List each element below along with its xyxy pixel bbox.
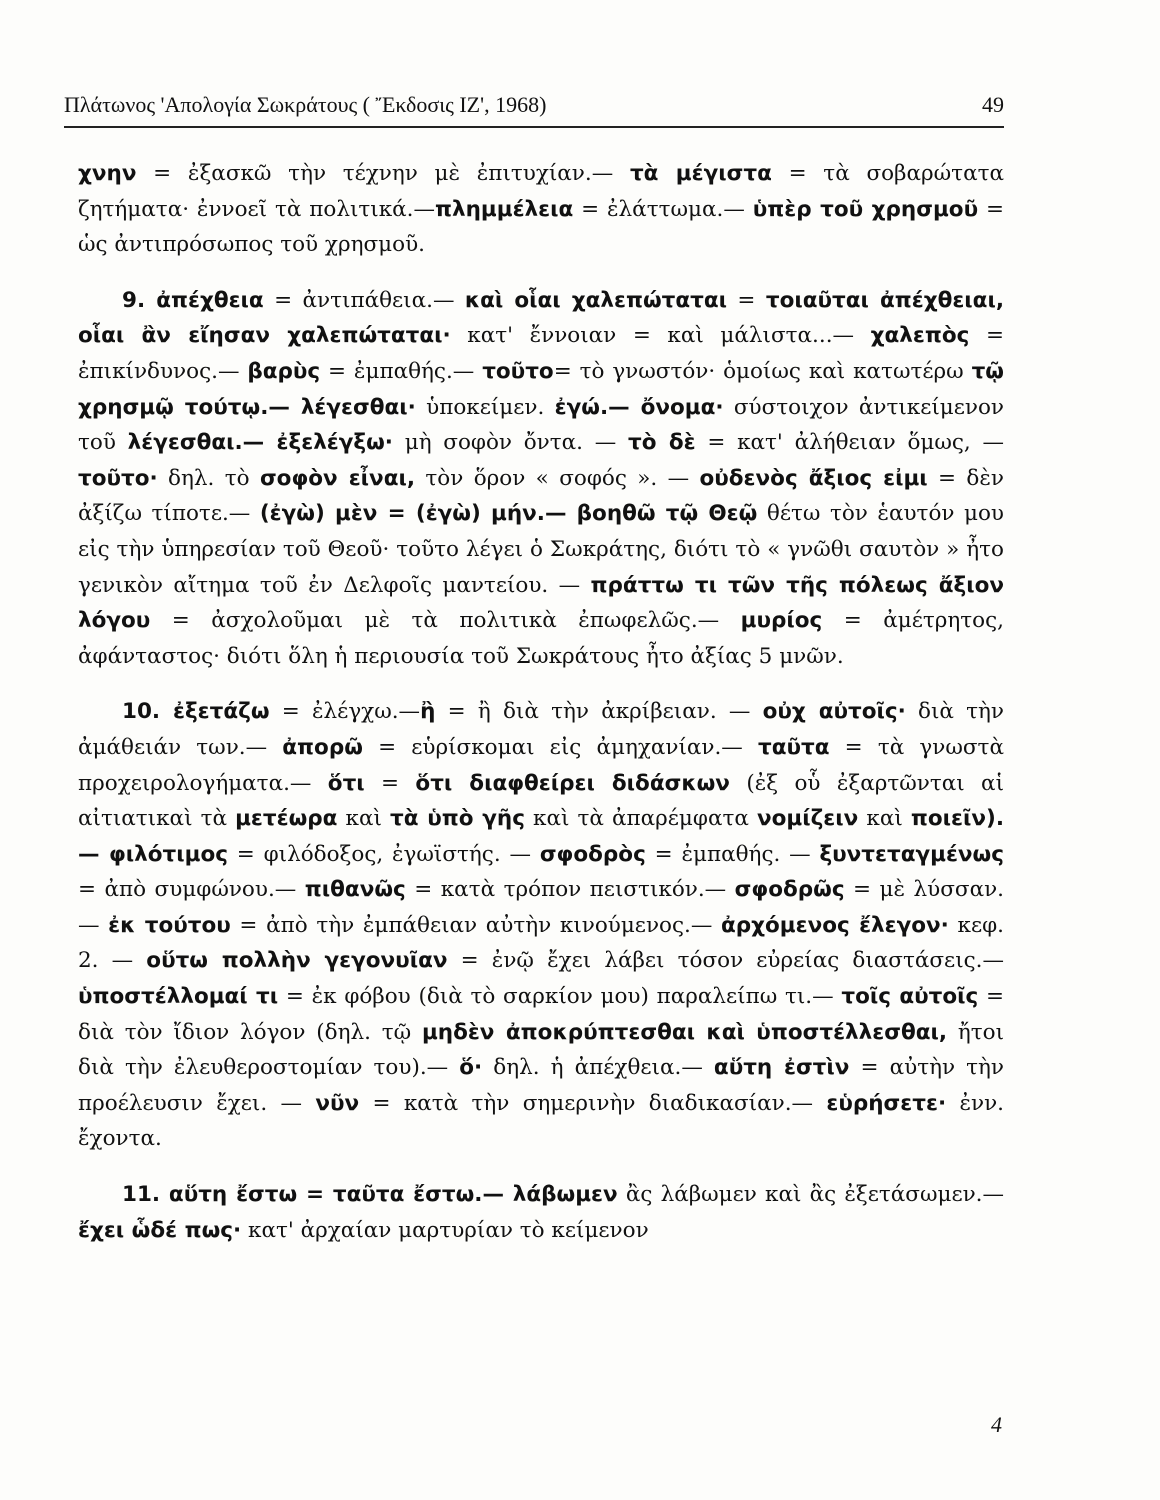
lemma-term: τὸ δὲ [627,430,696,456]
paragraph [78,1177,1004,1248]
lemma-term: ξυντεταγμένως [819,841,1004,867]
gloss-text: δηλ. ἡ ἀπέχθεια.— [482,1055,714,1081]
lemma-term: ἐκ τούτου [108,912,231,938]
gloss-text: = τὸ γνωστόν· ὁμοίως καὶ κατωτέρω [553,358,972,384]
lemma-term: οὐδενὸς ἄξιος εἰμι [699,465,928,491]
lemma-term: ἐγώ.— ὄνομα· [554,394,724,420]
gloss-text: καὶ [858,806,911,832]
signature-mark: 4 [991,1412,1002,1437]
gloss-text: = ἢ διὰ τὴν ἀκρίβειαν. — [435,699,763,725]
gloss-text: = ἀσχολοῦμαι μὲ τὰ πολιτικὰ ἐπωφελῶς.— [150,608,741,634]
lemma-term: ἀρχόμενος ἔλεγον· [721,912,949,938]
page-body [78,156,1004,1248]
gloss-text: = [727,287,766,313]
gloss-text: ὑποκείμεν. [415,394,555,420]
gloss-text: = κατὰ τὴν σημερινὴν διαδικασίαν.— [359,1090,827,1116]
lemma-term: ἔχει ὧδέ πως· [78,1217,242,1243]
gloss-text: = δὲν ἀξίζω τίποτε.— [78,465,1004,527]
lemma-term: ἢ [420,699,436,725]
lemma-term: πλημμέλεια [435,196,574,222]
gloss-text: = αὐτὴν τὴν προέλευσιν ἔχει. — [78,1055,1004,1116]
gloss-text: = ἐμπαθής.— [320,358,483,384]
lemma-term: ὑποστέλλομαί τι [78,984,279,1010]
lemma-term: ἀπέχθεια [156,287,264,313]
gloss-text: ἐνν. ἔχοντα. [78,1090,1004,1152]
gloss-text: = ἐλέγχω.— [269,699,421,725]
lemma-term: χνην [78,161,137,186]
gloss-text: τὸν ὅρον « σοφός ». — [415,465,700,491]
gloss-text: (ἐξ οὗ ἐξαρτῶνται αἱ αἰτιατικαὶ τὰ [78,770,1005,832]
lemma-term: ἀπορῶ [282,734,363,760]
lemma-term: καὶ οἷαι χαλεπώταται [464,287,728,313]
page-number: 49 [982,92,1004,117]
gloss-text: = ἐλάττωμα.— [573,196,753,222]
lemma-term: εὑρήσετε· [826,1090,947,1116]
lemma-term: μυρίος [740,608,823,634]
lemma-term: νῦν [315,1090,360,1116]
paragraph-number: 11. [122,1182,169,1208]
paragraph-number: 9. [122,287,157,313]
gloss-text: = εὑρίσκομαι εἰς ἀμηχανίαν.— [362,734,758,760]
lemma-term: σοφὸν εἶναι, [259,465,416,491]
lemma-term: μετέωρα [235,806,338,832]
lemma-term: τῷ χρησμῷ τούτῳ.— λέγεσθαι· [78,358,1004,420]
lemma-term: νομίζειν [756,806,859,832]
gloss-text: κεφ. 2. — [78,912,1004,974]
lemma-term: οὐχ αὐτοῖς· [762,699,906,725]
gloss-text: = ἐπικίνδυνος.— [78,323,1004,384]
gloss-text: δηλ. τὸ [157,465,260,491]
lemma-term: τὰ ὑπὸ γῆς [389,806,525,832]
gloss-text: = διὰ τὸν ἴδιον λόγον (δηλ. τῷ [78,984,1004,1045]
gloss-text: σύστοιχον ἀντικείμενον τοῦ [78,394,1004,456]
lemma-term: τοῖς αὐτοῖς [841,984,979,1010]
gloss-text: = ὡς ἀντιπρόσωπος τοῦ χρησμοῦ. [78,196,1004,258]
lemma-term: ὅτι διαφθείρει διδάσκων [415,770,730,796]
gloss-text: ἂς λάβωμεν καὶ ἂς ἐξετάσωμεν.— [617,1182,1004,1208]
lemma-term: πιθανῶς [304,877,406,903]
paragraph-number: 10. [122,699,173,725]
gloss-text: καὶ [337,806,390,832]
lemma-term: τοῦτο [482,358,554,384]
paragraph [78,283,1004,675]
lemma-term: (ἐγὼ) μὲν = (ἐγὼ) μήν.— βοηθῶ τῷ Θεῷ [259,501,758,527]
lemma-term: ὑπὲρ τοῦ χρησμοῦ [752,196,979,222]
gloss-text: = ἐνῷ ἔχει λάβει τόσον εὐρείας διαστάσεις.— [447,948,1004,974]
gloss-text: = ἐξασκῶ τὴν τέχνην μὲ ἐπιτυχίαν.— [136,161,630,186]
lemma-term: πράττω τι τῶν τῆς πόλεως ἄξιον λόγου [78,572,1004,634]
lemma-term: τοῦτο· [78,465,158,491]
lemma-term: αὕτη ἔστω = ταῦτα ἔστω.— λάβωμεν [168,1182,618,1208]
gloss-text: = ἐμπαθής. — [645,841,820,867]
gloss-text: = κατ' ἀλήθειαν ὅμως, — [695,430,1004,456]
lemma-term: ποιεῖν).— φιλότιμος [78,806,1004,867]
gloss-text: = μὲ λύσσαν.— [78,877,1004,938]
lemma-term: ταῦτα [757,734,830,760]
gloss-text: = κατὰ τρόπον πειστικόν.— [405,877,735,903]
gloss-text: διὰ τὴν ἀμάθειάν των.— [78,699,1004,760]
lemma-term: σφοδρῶς [734,877,845,903]
lemma-term: ὅτι [327,770,365,796]
paragraph [78,156,1004,263]
header-title: Πλάτωνος 'Απολογία Σωκράτους ( Ἔκδοσις ΙΖ', 1968) [64,92,547,117]
lemma-term: ὅ· [459,1055,483,1081]
lemma-term: αὕτη ἐστὶν [713,1055,850,1081]
header-rule [64,126,1004,128]
gloss-text: = φιλόδοξος, ἐγωϊστής. — [227,841,540,867]
gloss-text: = τὰ γνωστὰ προχειρολογήματα.— [78,734,1004,796]
gloss-text: καὶ τὰ ἀπαρέμφατα [524,806,757,832]
gloss-text: = [364,770,416,796]
gloss-text: μὴ σοφὸν ὄντα. — [392,430,628,456]
lemma-term: ἐξετάζω [172,699,270,725]
lemma-term: βαρὺς [247,358,321,384]
lemma-term: χαλεπὸς [870,323,970,349]
lemma-term: τοιαῦται ἀπέχθειαι, οἷαι ἂν εἴησαν χαλεπώταται· [78,287,1004,349]
paragraph [78,694,1004,1157]
lemma-term: τὰ μέγιστα [629,161,772,186]
lemma-term: λέγεσθαι.— ἐξελέγξω· [127,430,393,456]
gloss-text: κατ' ἀρχαίαν μαρτυρίαν τὸ κείμενον [241,1217,649,1243]
gloss-text: ἤτοι διὰ τὴν ἐλευθεροστομίαν του).— [78,1019,1004,1081]
gloss-text: = ἐκ φόβου (διὰ τὸ σαρκίον μου) παραλείπω τι.— [278,984,842,1010]
gloss-text: = τὰ σοβαρώτατα ζητήματα· ἐννοεῖ τὰ πολιτικά.— [78,161,1005,222]
gloss-text: = ἀντιπάθεια.— [263,287,465,313]
gloss-text: = ἀπὸ συμφώνου.— [78,877,305,903]
gloss-text: = ἀπὸ τὴν ἐμπάθειαν αὐτὴν κινούμενος.— [230,912,721,938]
gloss-text: κατ' ἔννοιαν = καὶ μάλιστα...— [450,323,871,349]
lemma-term: οὕτω πολλὴν γεγονυῖαν [146,948,448,974]
lemma-term: μηδὲν ἀποκρύπτεσθαι καὶ ὑποστέλλεσθαι, [421,1019,948,1045]
gloss-text: = ἀμέτρητος, ἀφάνταστος· διότι ὅλη ἡ περιουσία τοῦ Σωκράτους ἦτο ἀξίας 5 μνῶν. [78,608,1004,669]
gloss-text: θέτω τὸν ἑαυτόν μου εἰς τὴν ὑπηρεσίαν τοῦ Θεοῦ· τοῦτο λέγει ὁ Σωκράτης, διότι τὸ « γνῶθι σαυτὸν » ἦτο γενικὸν αἴτημα τοῦ ἐν Δελφοῖς μαντείου. — [78,501,1004,598]
lemma-term: σφοδρὸς [539,841,646,867]
